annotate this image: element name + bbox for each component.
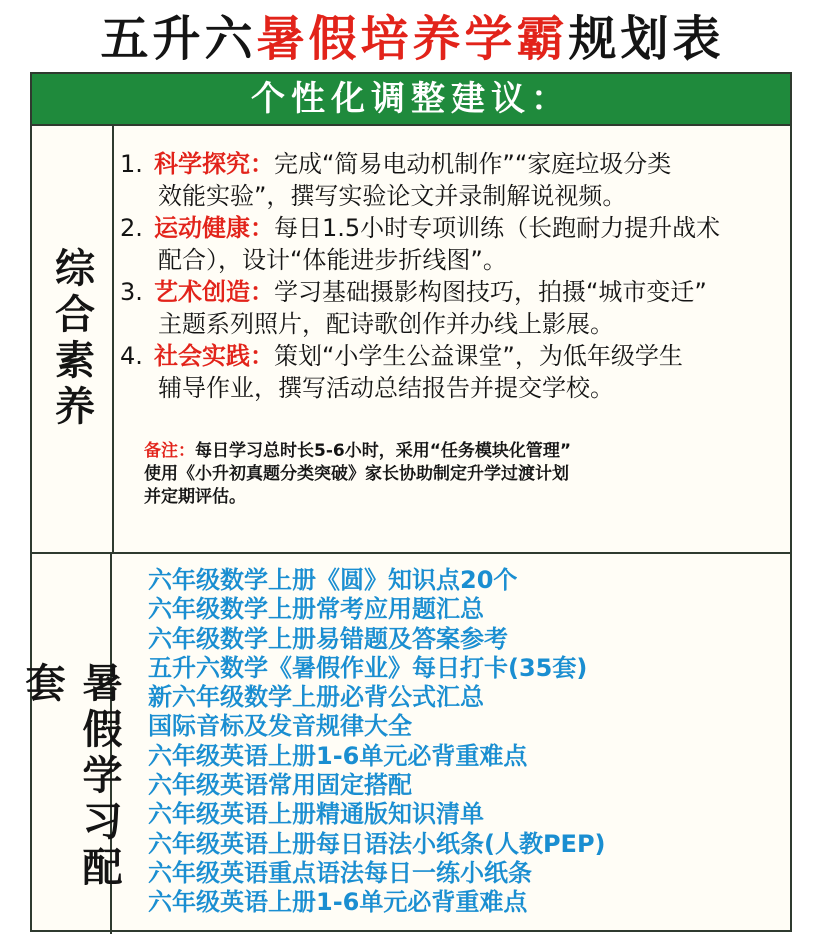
item-text-line2: 辅导作业，撰写活动总结报告并提交学校。 <box>158 374 614 402</box>
item-category: 艺术创造： <box>154 278 274 306</box>
list-item <box>120 340 786 404</box>
resource-item: 五升六数学《暑假作业》每日打卡(35套) <box>148 653 588 682</box>
plan-table <box>19 72 792 932</box>
list-item <box>120 148 786 212</box>
section-divider <box>32 552 790 554</box>
item-category: 运动健康： <box>154 214 274 242</box>
item-text-line2: 效能实验”，撰写实验论文并录制解说视频。 <box>158 182 627 210</box>
resource-item: 六年级英语上册每日语法小纸条(人教PEP) <box>148 829 606 858</box>
item-text-line2: 主题系列照片，配诗歌创作并办线上影展。 <box>158 310 614 338</box>
item-number: 4. <box>120 342 143 370</box>
item-number: 1. <box>120 150 143 178</box>
note <box>144 440 764 509</box>
table-header: 个性化调整建议： <box>32 74 790 126</box>
item-number: 3. <box>120 278 143 306</box>
resource-item: 国际音标及发音规律大全 <box>148 712 412 741</box>
list-item <box>120 276 786 340</box>
list-item <box>120 212 786 276</box>
item-category: 科学探究： <box>154 150 274 178</box>
title-part-3: 规划表 <box>568 11 725 67</box>
section1-label: 综合素养 <box>48 247 95 431</box>
item-text-line2: 配合），设计“体能进步折线图”。 <box>158 246 507 274</box>
item-text-line1: 每日1.5小时专项训练（长跑耐力提升战术 <box>274 214 721 242</box>
note-line1: 每日学习总时长5-6小时，采用“任务模块化管理” <box>195 441 572 461</box>
item-text-line1: 学习基础摄影构图技巧，拍摄“城市变迁” <box>274 278 707 306</box>
page-title <box>0 6 825 72</box>
item-text-line1: 完成“简易电动机制作”“家庭垃圾分类 <box>274 150 672 178</box>
item-text-line1: 策划“小学生公益课堂”，为低年级学生 <box>274 342 683 370</box>
resource-item: 新六年级数学上册必背公式汇总 <box>148 683 484 712</box>
resource-item: 六年级英语常用固定搭配 <box>148 771 412 800</box>
resource-item: 六年级数学上册《圆》知识点20个 <box>148 566 518 594</box>
resource-item: 六年级英语上册1-6单元必背重难点 <box>148 888 528 917</box>
resource-item: 六年级英语上册精通版知识清单 <box>148 800 484 829</box>
note-line3: 并定期评估。 <box>144 487 246 507</box>
title-part-1: 五升六 <box>100 11 257 67</box>
section2-label-cell <box>19 554 122 934</box>
note-line2: 使用《小升初真题分类突破》家长协助制定升学过渡计划 <box>144 464 569 484</box>
item-number: 2. <box>120 214 143 242</box>
resource-item: 六年级英语上册1-6单元必背重难点 <box>148 741 528 770</box>
resource-item: 六年级数学上册易错题及答案参考 <box>148 624 508 653</box>
resource-list <box>148 566 788 918</box>
resource-item: 六年级英语重点语法每日一练小纸条 <box>148 858 532 887</box>
section2-label: 暑假学习配套 <box>19 662 122 892</box>
suggestion-list <box>120 148 786 404</box>
resource-item: 六年级数学上册常考应用题汇总 <box>148 595 484 624</box>
title-part-2: 暑假培养学霸 <box>256 11 569 67</box>
section1-label-cell <box>32 126 114 552</box>
note-label: 备注： <box>144 441 195 461</box>
item-category: 社会实践： <box>154 342 274 370</box>
